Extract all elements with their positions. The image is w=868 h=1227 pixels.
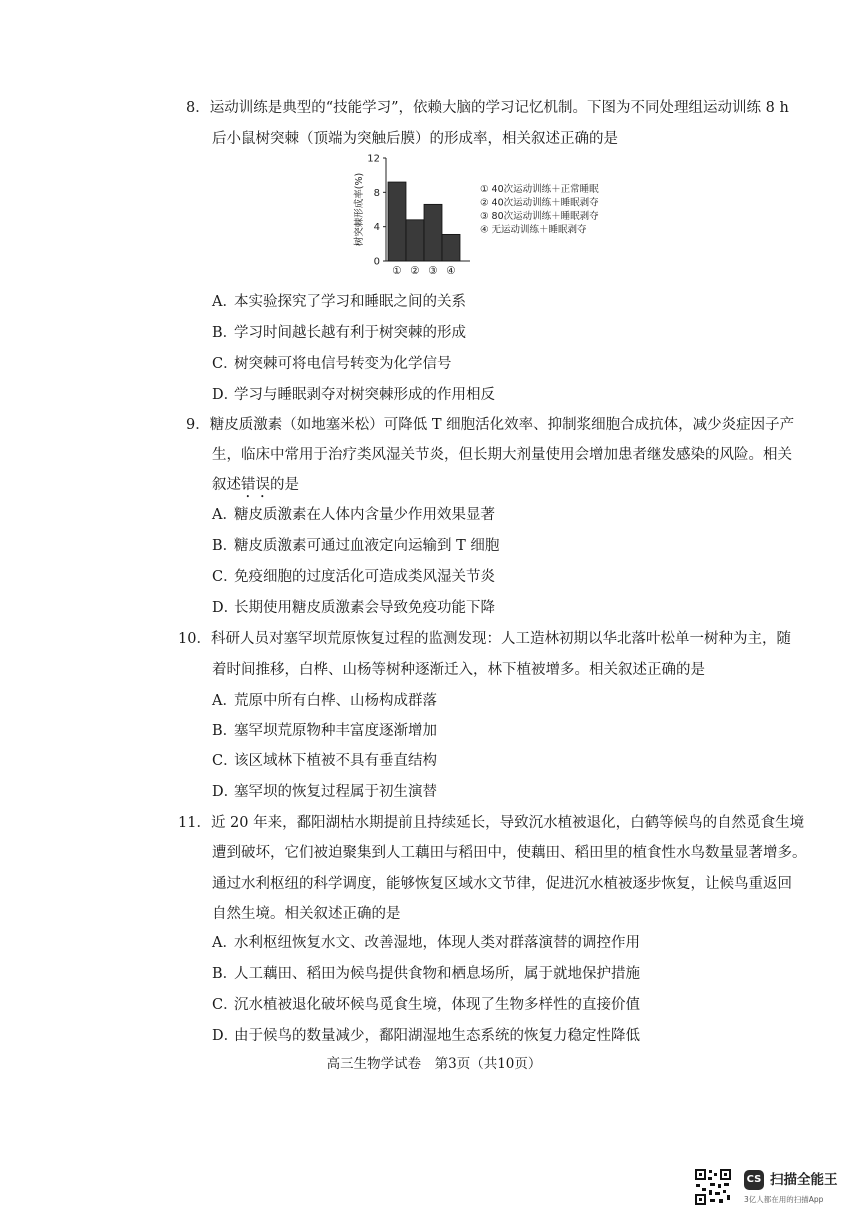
bar-3 [424, 204, 442, 261]
brand-name: 扫描全能王 [770, 1172, 838, 1188]
bar-1 [388, 182, 406, 261]
q10-stem-line2: 着时间推移，白桦、山杨等树种逐渐迁入，林下植被增多。相关叙述正确的是 [212, 662, 705, 678]
legend-entry-2: ② 40次运动训练＋睡眠剥夺 [480, 197, 599, 209]
q11-option-a[interactable]: A．水利枢纽恢复水文、改善湿地，体现人类对群落演替的调控作用 [212, 935, 640, 951]
q9-option-d[interactable]: D．长期使用糖皮质激素会导致免疫功能下降 [212, 600, 495, 616]
x-tick-label: ② [410, 265, 420, 277]
y-tick-label: 12 [367, 153, 380, 165]
q10-option-b[interactable]: B．塞罕坝荒原物种丰富度逐渐增加 [212, 723, 437, 739]
q11-stem-line3: 通过水利枢纽的科学调度，能够恢复区域水文节律，促进沉水植被逐步恢复，让候鸟重返回 [212, 876, 792, 892]
x-tick-label: ③ [428, 265, 438, 277]
bar-2 [406, 220, 424, 261]
y-tick-label: 4 [373, 222, 380, 234]
x-tick-label: ① [392, 265, 402, 277]
q8-stem-line1: 8．运动训练是典型的“技能学习”，依赖大脑的学习记忆机制。下图为不同处理组运动训练 8 h [186, 100, 789, 116]
q11-option-b[interactable]: B．人工藕田、稻田为候鸟提供食物和栖息场所，属于就地保护措施 [212, 966, 640, 982]
legend-entry-4: ④ 无运动训练＋睡眠剥夺 [480, 224, 587, 236]
q9-stem-line2: 生，临床中常用于治疗类风湿关节炎，但长期大剂量使用会增加患者继发感染的风险。相关 [212, 447, 792, 463]
legend-entry-1: ① 40次运动训练＋正常睡眠 [480, 184, 599, 195]
q10-option-c[interactable]: C．该区域林下植被不具有垂直结构 [212, 753, 437, 769]
dendritic-spine-bar-chart [350, 150, 620, 280]
q10-option-d[interactable]: D．塞罕坝的恢复过程属于初生演替 [212, 784, 437, 800]
q9-option-b[interactable]: B．糖皮质激素可通过血液定向运输到 T 细胞 [212, 538, 500, 554]
legend-entry-3: ③ 80次运动训练＋睡眠剥夺 [480, 211, 599, 222]
y-axis-label: 树突棘形成率(%) [354, 172, 365, 247]
qr-code-icon [694, 1168, 732, 1206]
y-tick-label: 0 [373, 256, 380, 268]
q8-option-c[interactable]: C．树突棘可将电信号转变为化学信号 [212, 356, 452, 372]
q11-stem-line1: 11．近 20 年来，鄱阳湖枯水期提前且持续延长，导致沉水植被退化，白鹤等候鸟的自然觅食生境 [178, 815, 805, 831]
bar-4 [442, 234, 460, 261]
q11-option-d[interactable]: D．由于候鸟的数量减少，鄱阳湖湿地生态系统的恢复力稳定性降低 [212, 1028, 640, 1044]
q11-stem-line4: 自然生境。相关叙述正确的是 [212, 906, 401, 922]
q8-option-d[interactable]: D．学习与睡眠剥夺对树突棘形成的作用相反 [212, 387, 495, 403]
q10-option-a[interactable]: A．荒原中所有白桦、山杨构成群落 [212, 693, 437, 709]
q11-option-c[interactable]: C．沉水植被退化破坏候鸟觅食生境，体现了生物多样性的直接价值 [212, 997, 640, 1013]
q9-stem-line1: 9．糖皮质激素（如地塞米松）可降低 T 细胞活化效率、抑制浆细胞合成抗体，减少炎症因子产 [186, 417, 795, 433]
brand-tagline: 3亿人都在用的扫描App [744, 1195, 824, 1204]
q8-stem-line2: 后小鼠树突棘（顶端为突触后膜）的形成率，相关叙述正确的是 [212, 131, 618, 147]
emphasis-wrong: 错误 [241, 477, 270, 493]
page-footer: 高三生物学试卷 第3页（共10页） [326, 1056, 542, 1072]
q9-stem-line3: 叙述错误的是 [212, 477, 299, 493]
y-tick-label: 8 [373, 187, 380, 199]
q8-option-b[interactable]: B．学习时间越长越有利于树突棘的形成 [212, 325, 466, 341]
q9-option-a[interactable]: A．糖皮质激素在人体内含量少作用效果显著 [212, 507, 495, 523]
q11-stem-line2: 遭到破坏，它们被迫聚集到人工藕田与稻田中，使藕田、稻田里的植食性水鸟数量显著增多。 [212, 845, 807, 861]
q9-option-c[interactable]: C．免疫细胞的过度活化可造成类风湿关节炎 [212, 569, 495, 585]
q10-stem-line1: 10．科研人员对塞罕坝荒原恢复过程的监测发现：人工造林初期以华北落叶松单一树种为主，随 [178, 631, 791, 647]
cs-logo-icon: CS [744, 1170, 764, 1190]
x-tick-label: ④ [446, 265, 456, 277]
q8-option-a[interactable]: A．本实验探究了学习和睡眠之间的关系 [212, 294, 466, 310]
